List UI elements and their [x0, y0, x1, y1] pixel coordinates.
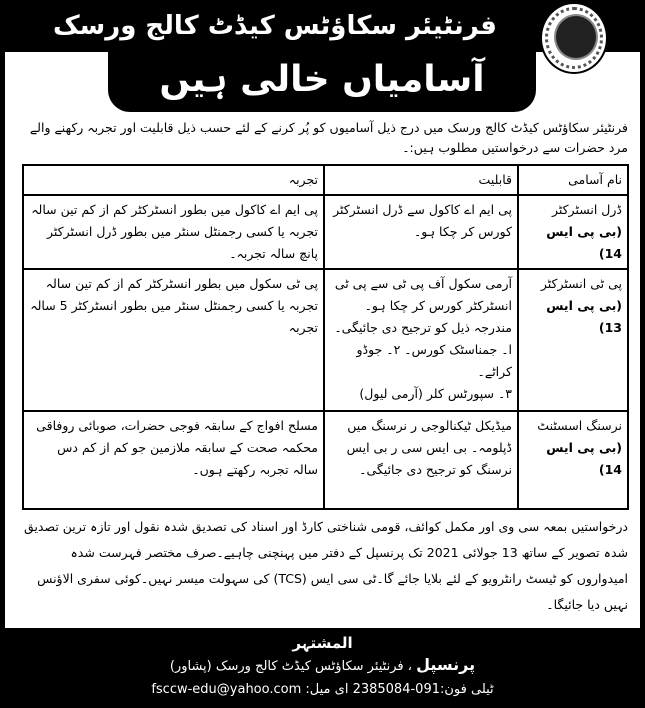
college-crest-icon: [540, 2, 608, 74]
qualification: پی ایم اے کاکول سے ڈرل انسٹرکٹر کورس کر چکا ہو۔: [324, 195, 518, 269]
header-post: نام آسامی: [518, 165, 628, 195]
principal-line: [0, 654, 645, 678]
college-address: ، فرنٹیئر سکاؤٹس کیڈٹ کالج ورسک (پشاور): [169, 659, 412, 674]
post-name: ڈرل انسٹرکٹر: [551, 202, 622, 217]
table-row: [23, 411, 628, 509]
college-title: فرنٹیئر سکاؤٹس کیڈٹ کالج ورسک: [53, 11, 497, 41]
post-name: پی ٹی انسٹرکٹر: [540, 276, 622, 291]
application-instructions: درخواستیں بمعہ سی وی اور مکمل کوائف، قومی شناختی کارڈ اور اسناد کی تصدیق شدہ نقول اور تازہ ترین تصدیق شدہ تصویر کے ساتھ 13 جولائی 2021 تک پرنسپل کے دفتر میں پہنچنی چاہیے۔صرف مختصر فہرست شدہ امیدواروں کو ٹیسٹ رانٹرویو کے لئے بلایا جائے گا۔ٹی سی ایس (TCS) کی سہولت میسر نہیں۔کوئی سفری الاؤنس نہیں دیا جائیگا۔: [24, 519, 628, 612]
table-row: [23, 269, 628, 411]
table-row: [23, 195, 628, 269]
post-grade: (بی پی ایس 14): [546, 440, 622, 477]
header-experience: تجربہ: [23, 165, 324, 195]
experience: مسلح افواج کے سابقہ فوجی حضرات، صوبائی روفاقی محکمہ صحت کے سابقہ ملازمین جو کم از کم دس سالہ تجربہ رکھتے ہوں۔: [23, 411, 324, 509]
post-grade: (بی پی ایس 14): [546, 224, 622, 261]
qualification: میڈیکل ٹیکنالوجی ر نرسنگ میں ڈپلومہ۔ بی ایس سی ر بی ایس نرسنگ کو ترجیح دی جائیگی۔: [324, 411, 518, 509]
qualification-list-item: ۳۔ سپورٹس کلر (آرمی لیول): [359, 386, 512, 401]
vacancies-banner: آسامیاں خالی ہیں: [108, 50, 536, 112]
contact-info: ٹیلی فون:091-2385084 ای میل: fsccw-edu@yahoo.com: [151, 682, 494, 697]
post-grade: (بی پی ایس 13): [546, 298, 622, 335]
table-header-row: [23, 165, 628, 195]
header-qualification: قابلیت: [324, 165, 518, 195]
advertiser-label: المشتہر: [292, 634, 353, 652]
experience: پی ٹی سکول میں بطور انسٹرکٹر کم از کم تین سالہ تجربہ یا کسی رجمنٹل سنٹر میں بطور انسٹرکٹر 5 سالہ تجربہ: [23, 269, 324, 411]
footer: [0, 628, 645, 708]
principal-title: پرنسپل: [416, 655, 476, 674]
ad-body: [5, 52, 640, 628]
vacancies-table: [22, 164, 629, 510]
intro-text: فرنٹیئر سکاؤٹس کیڈٹ کالج ورسک میں درج ذیل آسامیوں کو پُر کرنے کے لئے حسب ذیل قابلیت اور تجربہ رکھنے والے مرد حضرات سے درخواستیں مطلوب ہیں:۔: [29, 120, 628, 155]
experience: پی ایم اے کاکول میں بطور انسٹرکٹر کم از کم تین سالہ تجربہ یا کسی رجمنٹل سنٹر میں بطور ڈرل انسٹرکٹر پانچ سالہ تجربہ۔: [23, 195, 324, 269]
qualification-list-item: ا۔ جمناسٹک کورس۔ ۲۔ جوڈو کراٹے۔: [356, 342, 512, 379]
qualification: آرمی سکول آف پی ٹی سے پی ٹی انسٹرکٹر کورس کر چکا ہو۔مندرجہ ذیل کو ترجیح دی جائیگی۔: [334, 276, 512, 335]
post-name: نرسنگ اسسٹنٹ: [537, 418, 622, 433]
